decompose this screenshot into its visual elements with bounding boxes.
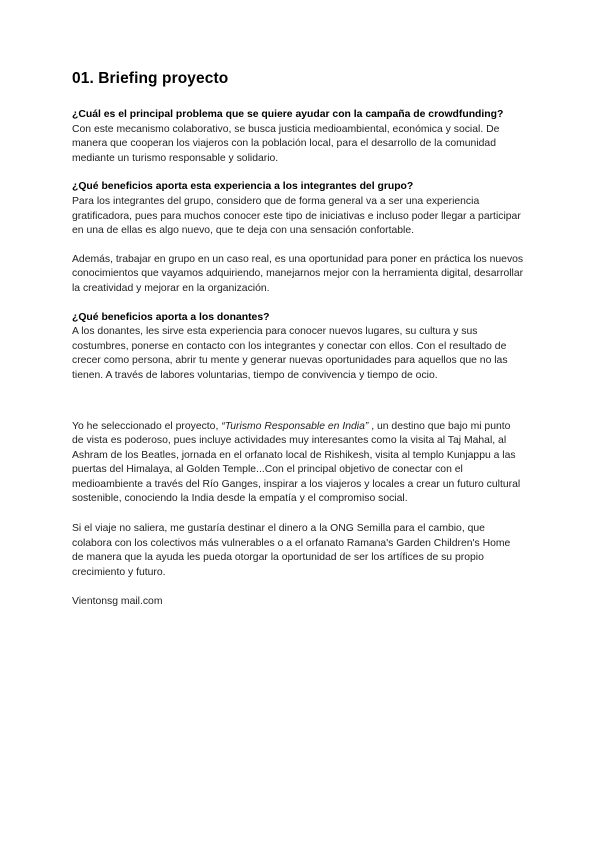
project-intro: Yo he seleccionado el proyecto, — [72, 420, 222, 432]
document-page — [72, 70, 524, 610]
answer-donor-benefits: A los donantes, les sirve esta experiencia para conocer nuevos lugares, su cultura y sus costumbres, ponerse en contacto con los integrantes y conectar con ellos. Con el resultado de crecer como persona, abrir tu mente y generar nuevas oportunidades para aquellos que no las tienen. A través de labores voluntarias, tiempo de convivencia y tiempo de ocio. — [72, 326, 508, 381]
question-main-problem: ¿Cuál es el principal problema que se quiere ayudar con la campaña de crowdfunding? — [72, 109, 504, 120]
answer-group-benefits-2: Además, trabajar en grupo en un caso real, es una oportunidad para poner en práctica los nuevos conocimientos que vayamos adquiriendo, manejarnos mejor con la herramienta digital, desarrollar la creatividad y mejorar en la organización. — [72, 253, 524, 294]
page-title: 01. Briefing proyecto — [72, 70, 229, 87]
question-donor-benefits: ¿Qué beneficios aporta a los donantes? — [72, 311, 270, 323]
answer-group-benefits: Para los integrantes del grupo, considero que de forma general va a ser una experiencia gratificadora, pues para muchos conocer este tipo de iniciativas e incluso poder llegar a participar en una de ellas es algo nuevo, que te deja con una sensación confortable. — [72, 195, 521, 237]
contact-email: Vientonsg mail.com — [72, 596, 163, 608]
answer-main-problem: Con este mecanismo colaborativo, se busca justicia medioambiental, económica y social. De manera que cooperan los viajeros con la población local, para el desarrollo de la comunidad mediante un turismo responsable y solidario. — [72, 123, 500, 164]
closing-paragraph: Si el viaje no saliera, me gustaría destinar el dinero a la ONG Semilla para el cambio, que colabora con los colectivos más vulnerables o a el orfanato Ramana's Garden Children's Home de manera que la ayuda les pueda otorgar la oportunidad de ser los artífices de su propio crecimiento y futuro. — [72, 523, 511, 578]
project-description: , un destino que bajo mi punto de vista es poderoso, pues incluye actividades muy interesantes como la visita al Taj Mahal, al Ashram de los Beatles, jornada en el orfanato local de Rishikesh, visita al templo Kunjappu a las puertas del Himalaya, al Golden Temple...Con el principal objetivo de conectar con el medioambiente a través del Río Ganges, inspirar a los viajeros y locales a crear un futuro cultural sostenible, conociendo la India desde la empatía y el compromiso social. — [72, 420, 521, 505]
project-selection-paragraph — [72, 420, 524, 508]
project-name: “Turismo Responsable en India” — [221, 420, 369, 432]
question-group-benefits: ¿Qué beneficios aporta esta experiencia a los integrantes del grupo? — [72, 181, 414, 193]
